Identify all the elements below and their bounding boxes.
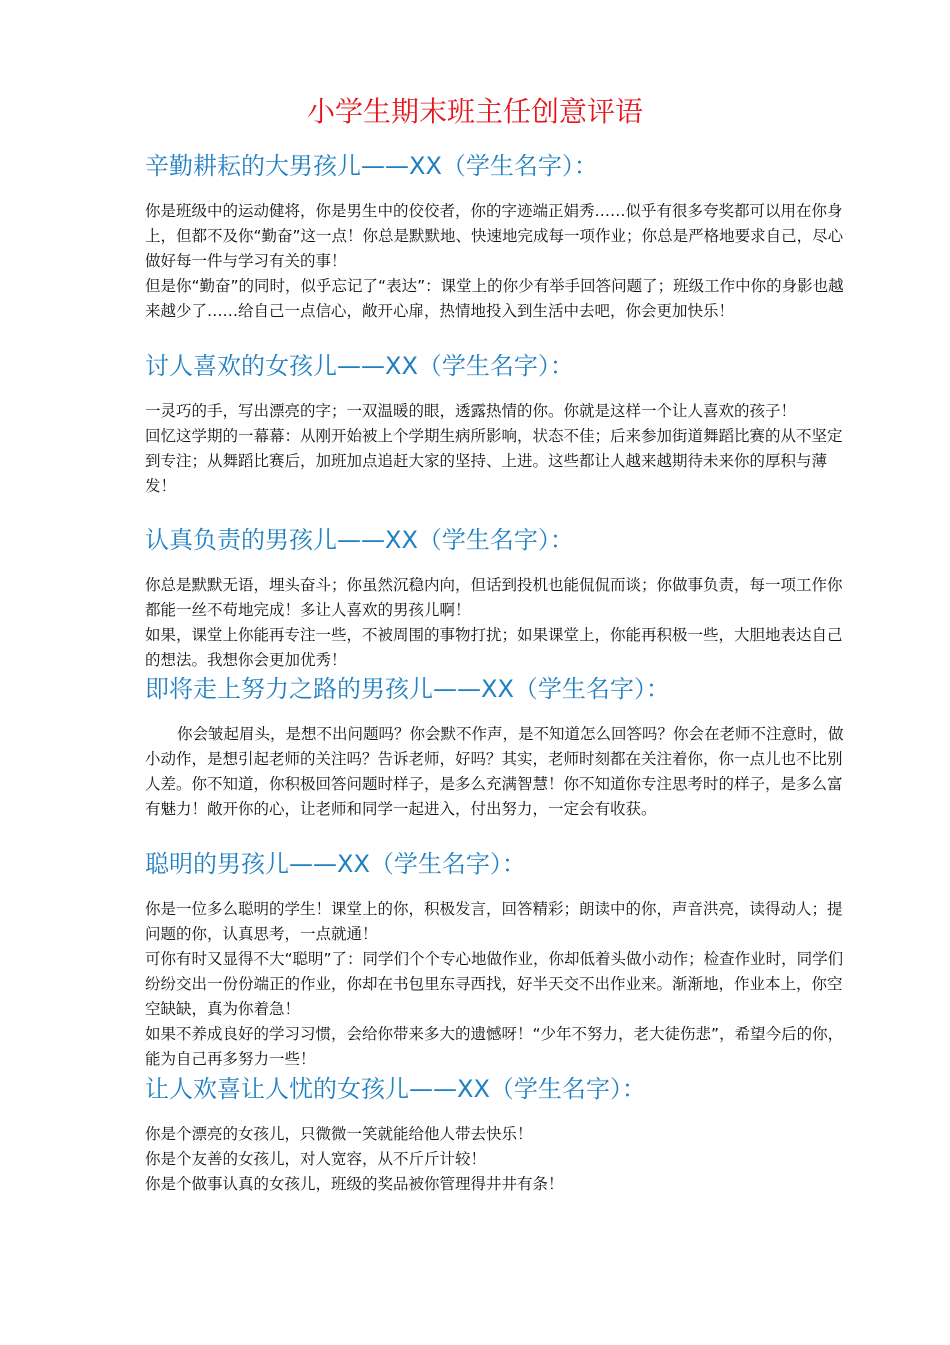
paragraph: 你是一位多么聪明的学生！课堂上的你，积极发言，回答精彩；朗读中的你，声音洪亮，读得动人；提问题的你，认真思考，一点就通！: [145, 900, 843, 943]
section-body: [145, 573, 845, 673]
paragraph: 你是个友善的女孩儿，对人宽容，从不斤斤计较！: [145, 1150, 487, 1168]
paragraph: 如果，课堂上你能再专注一些，不被周围的事物打扰；如果课堂上，你能再积极一些，大胆地表达自己的想法。我想你会更加优秀！: [145, 626, 843, 669]
paragraph: 你是班级中的运动健将，你是男生中的佼佼者，你的字迹端正娟秀……似乎有很多夸奖都可以用在你身上，但都不及你“勤奋”这一点！你总是默默地、快速地完成每一项作业；你总是严格地要求自己，尽心做好每一件与学习有关的事！: [145, 202, 844, 270]
section-heading: 讨人喜欢的女孩儿——XX（学生名字）：: [145, 352, 574, 380]
section-heading: 聪明的男孩儿——XX（学生名字）：: [145, 850, 526, 878]
section-body: [145, 399, 845, 499]
paragraph: 但是你“勤奋”的同时，似乎忘记了“表达”：课堂上的你少有举手回答问题了；班级工作中你的身影也越来越少了……给自己一点信心，敞开心扉，热情地投入到生活中去吧，你会更加快乐！: [145, 277, 844, 320]
paragraph: 你会皱起眉头，是想不出问题吗？你会默不作声，是不知道怎么回答吗？你会在老师不注意时，做小动作，是想引起老师的关注吗？告诉老师，好吗？其实，老师时刻都在关注着你，你一点儿也不比别人差。你不知道，你积极回答问题时样子，是多么充满智慧！你不知道你专注思考时的样子，是多么富有魅力！敞开你的心，让老师和同学一起进入，付出努力，一定会有收获。: [145, 725, 844, 818]
section-body: [145, 1122, 845, 1197]
section-heading: 即将走上努力之路的男孩儿——XX（学生名字）：: [145, 675, 670, 703]
paragraph: 如果不养成良好的学习习惯，会给你带来多大的遗憾呀！“少年不努力，老大徒伤悲”，希望今后的你，能为自己再多努力一些！: [145, 1025, 844, 1068]
paragraph: 可你有时又显得不大“聪明”了：同学们个个专心地做作业，你却低着头做小动作；检查作业时，同学们纷纷交出一份份端正的作业，你却在书包里东寻西找，好半天交不出作业来。渐渐地，作业本上，你空空缺缺，真为你着急！: [145, 950, 844, 1018]
section-body: [145, 897, 845, 1072]
section-heading: 让人欢喜让人忧的女孩儿——XX（学生名字）：: [145, 1075, 646, 1103]
paragraph: 回忆这学期的一幕幕：从刚开始被上个学期生病所影响，状态不佳；后来参加街道舞蹈比赛的从不坚定到专注；从舞蹈比赛后，加班加点追赶大家的坚持、上进。这些都让人越来越期待未来你的厚积与薄发！: [145, 427, 843, 495]
document-title: 小学生期末班主任创意评语: [306, 95, 643, 128]
paragraph: 你是个做事认真的女孩儿，班级的奖品被你管理得井井有条！: [145, 1175, 564, 1193]
section-body: [145, 199, 845, 324]
section-heading: 认真负责的男孩儿——XX（学生名字）：: [145, 526, 574, 554]
paragraph: 一灵巧的手，写出漂亮的字；一双温暖的眼，透露热情的你。你就是这样一个让人喜欢的孩子！: [145, 402, 797, 420]
section-heading: 辛勤耕耘的大男孩儿——XX（学生名字）：: [145, 152, 598, 180]
paragraph: 你是个漂亮的女孩儿，只微微一笑就能给他人带去快乐！: [145, 1125, 533, 1143]
section-body: [145, 722, 845, 822]
paragraph: 你总是默默无语，埋头奋斗；你虽然沉稳内向，但话到投机也能侃侃而谈；你做事负责，每一项工作你都能一丝不苟地完成！多让人喜欢的男孩儿啊！: [145, 576, 843, 619]
